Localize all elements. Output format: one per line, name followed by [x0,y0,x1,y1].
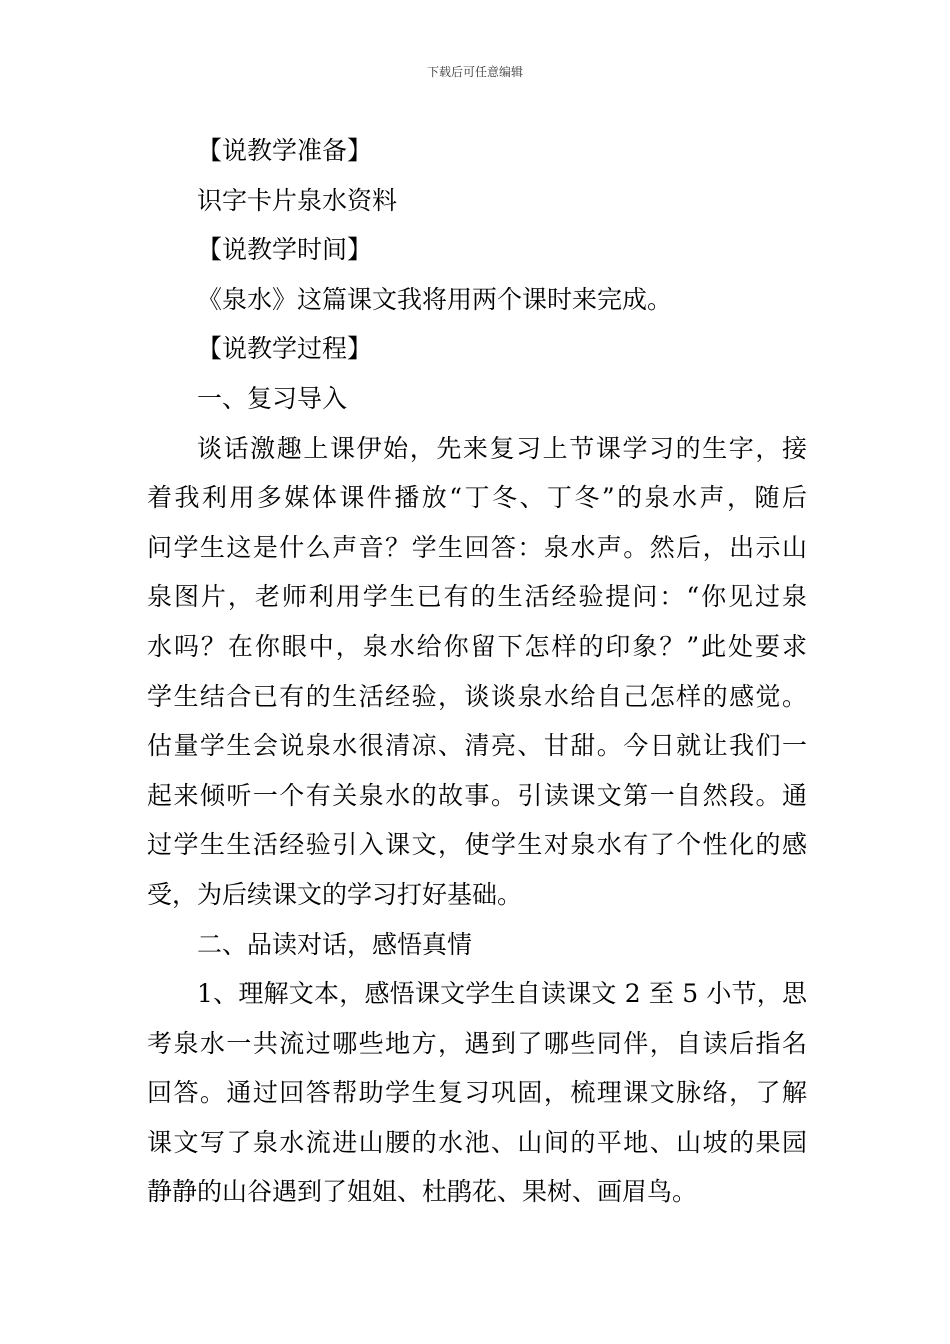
text-line: 估量学生会说泉水很清凉、清亮、甘甜。今日就让我们一 [147,731,807,761]
text-line: 考泉水一共流过哪些地方，遇到了哪些同伴，自读后指名 [147,1028,807,1058]
text-line: 着我利用多媒体课件播放“丁冬、丁冬”的泉水声，随后 [147,483,807,513]
text-line: 过学生生活经验引入课文，使学生对泉水有了个性化的感 [147,830,807,860]
document-body [147,126,807,1217]
text-line: 课文写了泉水流进山腰的水池、山间的平地、山坡的果园 [147,1127,807,1157]
text-line: 起来倾听一个有关泉水的故事。引读课文第一自然段。通 [147,780,807,810]
text-line: 识字卡片泉水资料 [197,185,398,215]
text-line: 泉图片，老师利用学生已有的生活经验提问：“你见过泉 [147,582,807,612]
text-line: 受，为后续课文的学习打好基础。 [147,879,523,909]
text-line: 回答。通过回答帮助学生复习巩固，梳理课文脉络，了解 [147,1078,807,1108]
text-line: 1、理解文本，感悟课文学生自读课文 2 至 5 小节，思 [197,979,807,1009]
text-line: 【说教学时间】 [197,235,373,265]
text-line: 《泉水》这篇课文我将用两个课时来完成。 [197,284,673,314]
page-header: 下载后可任意编辑 [426,65,523,79]
text-line: 学生结合已有的生活经验，谈谈泉水给自己怎样的感觉。 [147,681,807,711]
text-line: 一、复习导入 [197,383,348,413]
text-line: 二、品读对话，感悟真情 [197,929,473,959]
text-line: 【说教学过程】 [197,334,373,364]
text-line: 问学生这是什么声音？学生回答：泉水声。然后，出示山 [147,532,807,562]
text-line: 水吗？在你眼中，泉水给你留下怎样的印象？”此处要求 [147,631,807,661]
text-line: 谈话激趣上课伊始，先来复习上节课学习的生字，接 [197,433,807,463]
text-line: 静静的山谷遇到了姐姐、杜鹃花、果树、画眉鸟。 [147,1177,698,1207]
text-line: 【说教学准备】 [197,136,373,165]
